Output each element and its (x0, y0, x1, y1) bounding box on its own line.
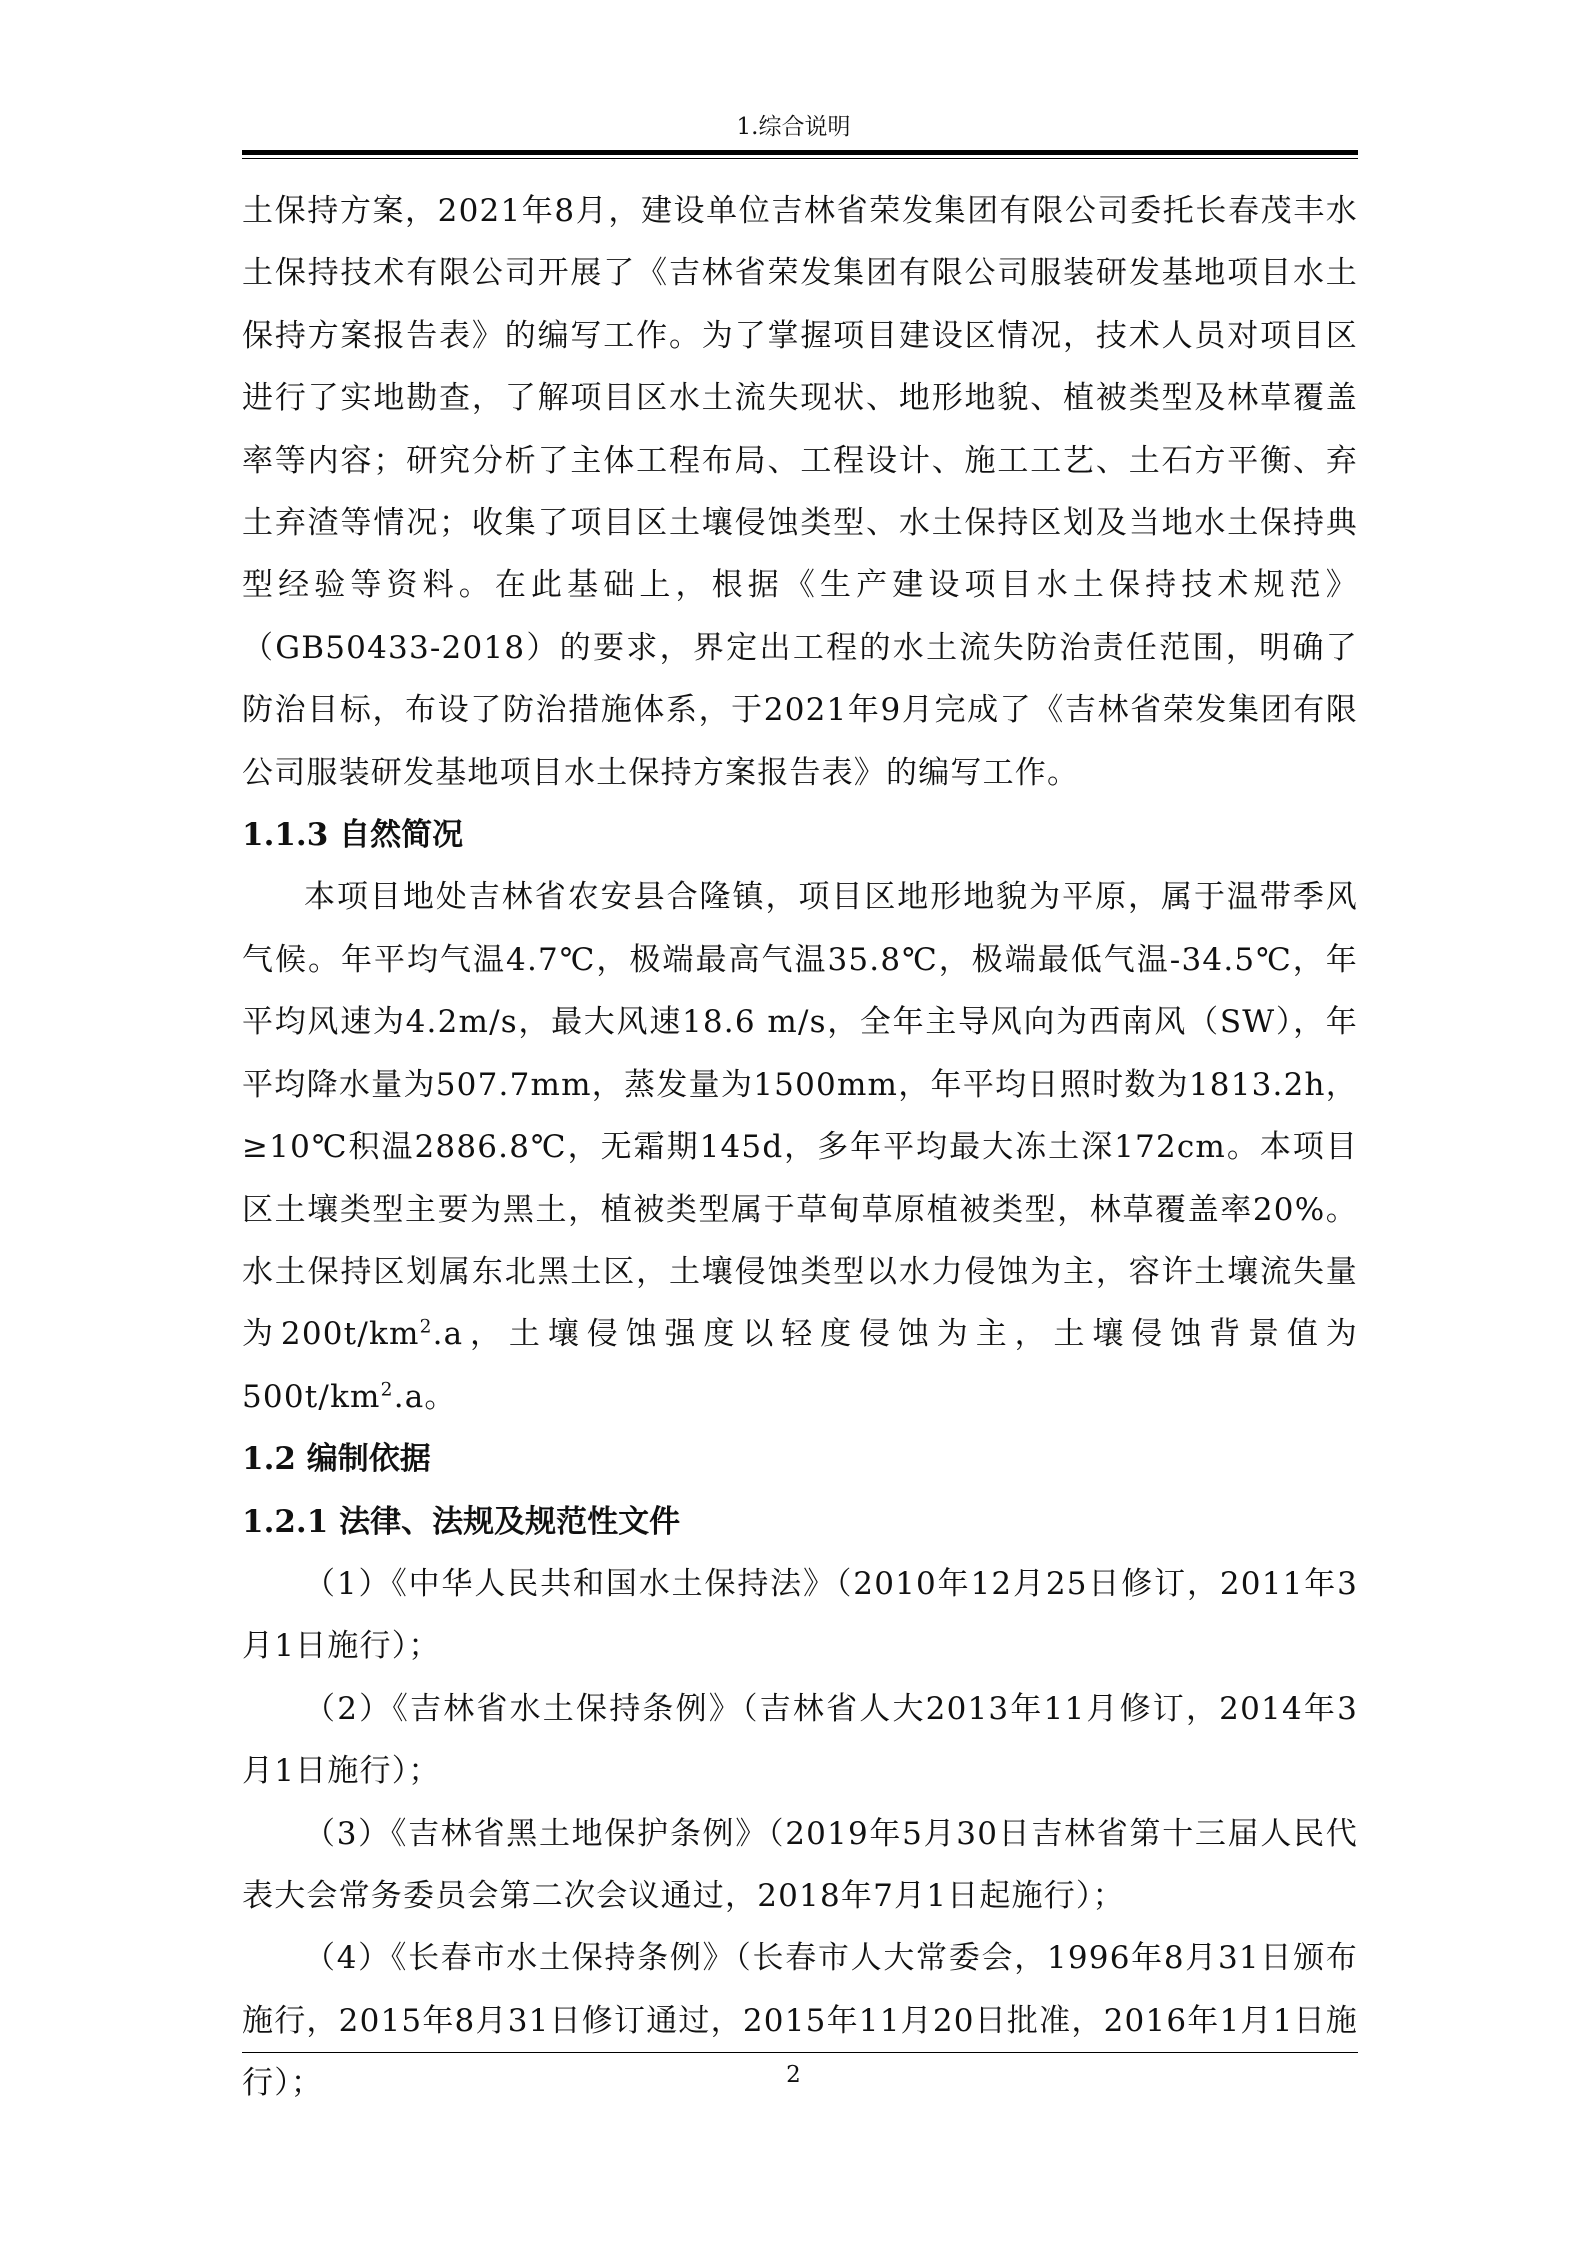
list-item-3: （3）《吉林省黑土地保护条例》（2019年5月30日吉林省第十三届人民代表大会常务委员会第二次会议通过，2018年7月1日起施行）； (242, 1815, 1358, 1914)
natural-text-part-2: .a，土壤侵蚀强度以轻度侵蚀为主，土壤侵蚀背景值为500t/km (242, 1316, 1358, 1415)
natural-text-part-1: 本项目地处吉林省农安县合隆镇，项目区地形地貌为平原，属于温带季风气候。年平均气温4.7℃，极端最高气温35.8℃，极端最低气温-34.5℃，年平均风速为4.2m/s，最大风速18.6 m/s，全年主导风向为西南风（SW），年平均降水量为507.7mm，蒸发量为1500mm，年平均日照时数为1813.2h，≥10℃积温2886.8℃，无霜期145d，多年平均最大冻土深172cm。本项目区土壤类型主要为黑土，植被类型属于草甸草原植被类型，林草覆盖率20%。水土保持区划属东北黑土区，土壤侵蚀类型以水力侵蚀为主，容许土壤流失量为200t/km (242, 879, 1358, 1353)
running-header: 1.综合说明 (736, 114, 851, 140)
header-rule-thick (242, 150, 1358, 155)
page-body (242, 180, 1358, 2115)
list-item-2: （2）《吉林省水土保持条例》（吉林省人大2013年11月修订，2014年3月1日施行）； (242, 1690, 1358, 1790)
superscript-2: 2 (419, 1316, 433, 1338)
paragraph-natural-conditions (242, 866, 1358, 1428)
section-heading-1-1-3: 1.1.3 自然简况 (242, 817, 464, 854)
page-number: 2 (786, 2062, 801, 2088)
section-heading-1-2: 1.2 编制依据 (242, 1441, 431, 1478)
list-item-4: （4）《长春市水土保持条例》（长春市人大常委会，1996年8月31日颁布施行，2015年8月31日修订通过，2015年11月20日批准，2016年1月1日施行）； (242, 1940, 1358, 2102)
superscript-2: 2 (380, 1379, 394, 1401)
footer-rule (242, 2052, 1358, 2053)
list-item-1: （1）《中华人民共和国水土保持法》（2010年12月25日修订，2011年3月1日施行）； (242, 1565, 1358, 1665)
paragraph-intro: 土保持方案，2021年8月，建设单位吉林省荣发集团有限公司委托长春茂丰水土保持技术有限公司开展了《吉林省荣发集团有限公司服装研发基地项目水土保持方案报告表》的编写工作。为了掌握项目建设区情况，技术人员对项目区进行了实地勘查，了解项目区水土流失现状、地形地貌、植被类型及林草覆盖率等内容；研究分析了主体工程布局、工程设计、施工工艺、土石方平衡、弃土弃渣等情况；收集了项目区土壤侵蚀类型、水土保持区划及当地水土保持典型经验等资料。在此基础上，根据《生产建设项目水土保持技术规范》（GB50433-2018）的要求，界定出工程的水土流失防治责任范围，明确了防治目标，布设了防治措施体系，于2021年9月完成了《吉林省荣发集团有限公司服装研发基地项目水土保持方案报告表》的编写工作。 (242, 193, 1358, 791)
natural-text-part-3: .a。 (393, 1378, 457, 1415)
section-heading-1-2-1: 1.2.1 法律、法规及规范性文件 (242, 1503, 681, 1540)
header-rule-thin (242, 158, 1358, 159)
